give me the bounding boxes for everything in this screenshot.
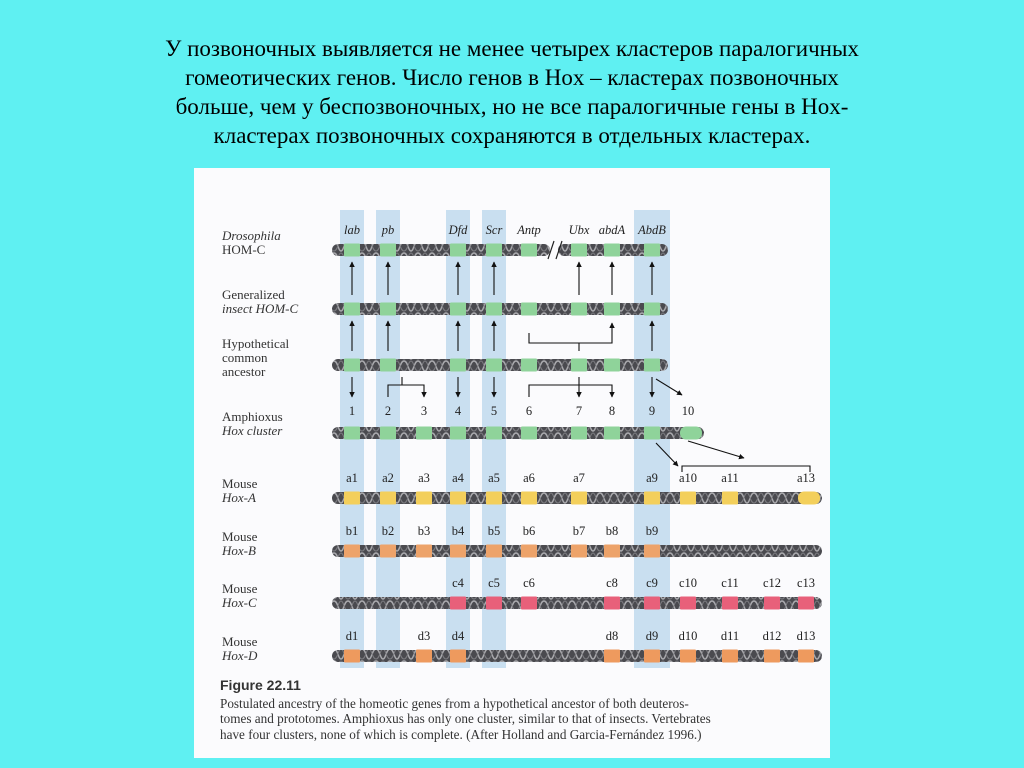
gene-box <box>416 492 432 505</box>
row-label-line: Hox-B <box>222 543 256 558</box>
gene-box <box>344 650 360 663</box>
gene-label: b2 <box>381 524 395 538</box>
gene-box <box>604 650 620 663</box>
gene-box <box>644 650 660 663</box>
chromosome-row <box>221 629 822 663</box>
gene-label: a5 <box>488 471 500 485</box>
gene-label: lab <box>344 223 360 237</box>
slide-text-line: больше, чем у беспозвоночных, но не все паралогичные гены в Hox- <box>175 94 849 119</box>
gene-box <box>450 359 466 372</box>
gene-label: b6 <box>522 524 536 538</box>
gene-label: a10 <box>678 471 698 485</box>
gene-box <box>521 597 537 610</box>
chromosome-bar <box>332 244 550 256</box>
gene-box <box>380 427 396 440</box>
chromosome-row <box>221 223 668 259</box>
gene-label: d4 <box>451 629 465 643</box>
gene-label: b3 <box>417 524 431 538</box>
gene-box <box>344 492 360 505</box>
gene-box <box>450 492 466 505</box>
gene-box <box>604 597 620 610</box>
chromosome-row <box>222 287 668 316</box>
gene-label: pb <box>381 223 395 237</box>
gene-box <box>450 545 466 558</box>
gene-box <box>604 545 620 558</box>
row-label-line: Mouse <box>222 581 258 596</box>
row-label-line: Hox cluster <box>222 423 283 438</box>
gene-box <box>764 597 780 610</box>
gene-label: a2 <box>382 471 394 485</box>
row-label-line: Hox-A <box>222 490 256 505</box>
gene-box <box>521 303 537 316</box>
gene-box <box>380 492 396 505</box>
gene-label: c11 <box>721 576 739 590</box>
rows-layer <box>221 223 822 663</box>
slide-text-line: У позвоночных выявляется не менее четырех кластеров паралогичных <box>165 36 859 61</box>
gene-number-label: 6 <box>525 404 533 418</box>
gene-box <box>521 359 537 372</box>
row-label <box>221 581 258 610</box>
row-label-line: Mouse <box>222 529 258 544</box>
gene-label: d1 <box>345 629 359 643</box>
gene-label: a9 <box>646 471 658 485</box>
gene-box <box>604 359 620 372</box>
gene-label: c4 <box>452 576 464 590</box>
gene-box <box>380 303 396 316</box>
gene-label: a13 <box>796 471 816 485</box>
gene-label: Antp <box>517 223 541 237</box>
gene-label: b7 <box>572 524 586 538</box>
gene-box <box>344 303 360 316</box>
chromosome-row <box>221 576 822 610</box>
gene-box <box>344 359 360 372</box>
gene-label: b4 <box>451 524 465 538</box>
row-label <box>221 529 258 558</box>
gene-box <box>644 597 660 610</box>
gene-box <box>764 650 780 663</box>
gene-label: a4 <box>452 471 464 485</box>
gene-box <box>521 492 537 505</box>
gene-box <box>450 650 466 663</box>
gene-box <box>571 244 587 257</box>
caption-line: have four clusters, none of which is complete. (After Holland and Garcia-Fernández 1996.) <box>220 726 702 742</box>
gene-box <box>644 545 660 558</box>
gene-box <box>486 303 502 316</box>
gene-box <box>416 545 432 558</box>
gene-label: Dfd <box>448 223 468 237</box>
gene-label: c10 <box>678 576 698 590</box>
row-label <box>222 336 290 379</box>
gene-box <box>486 427 502 440</box>
gene-box <box>644 427 660 440</box>
gene-box <box>344 427 360 440</box>
gene-box <box>450 303 466 316</box>
row-label-line: HOM-C <box>222 242 266 257</box>
row-label-line: ancestor <box>222 364 266 379</box>
gene-label: b5 <box>487 524 501 538</box>
gene-box <box>571 492 587 505</box>
gene-label: Scr <box>485 223 503 237</box>
gene-box <box>521 545 537 558</box>
row-label-line: Generalized <box>222 287 285 302</box>
gene-label: c6 <box>523 576 535 590</box>
gene-box <box>604 427 620 440</box>
gene-box <box>571 545 587 558</box>
hox-diagram <box>194 168 830 678</box>
gene-box <box>798 597 814 610</box>
ancestry-arrow <box>529 385 612 397</box>
gene-box <box>380 545 396 558</box>
gene-box <box>644 244 660 257</box>
row-label-line: Hypothetical <box>222 336 290 351</box>
row-label <box>221 409 283 438</box>
gene-box <box>680 597 696 610</box>
gene-box <box>680 427 702 440</box>
gene-box <box>722 650 738 663</box>
gene-box <box>450 244 466 257</box>
chromosome-bar <box>332 597 822 609</box>
row-label-line: common <box>222 350 268 365</box>
gene-box <box>798 492 820 505</box>
gene-label: abdA <box>598 223 626 237</box>
row-label <box>221 228 281 257</box>
gene-number-label: 1 <box>348 404 356 418</box>
row-label-line: insect HOM-C <box>222 301 299 316</box>
gene-label: c9 <box>646 576 658 590</box>
chromosome-bar <box>332 650 822 662</box>
gene-box <box>644 303 660 316</box>
row-label-line: Drosophila <box>222 228 281 243</box>
gene-box <box>486 545 502 558</box>
gene-label: d11 <box>720 629 740 643</box>
gene-box <box>486 244 502 257</box>
row-label-line: Hox-D <box>222 648 258 663</box>
gene-number-label: 10 <box>681 404 695 418</box>
gene-box <box>344 244 360 257</box>
row-label-line: Mouse <box>222 476 258 491</box>
gene-box <box>680 650 696 663</box>
gene-box <box>604 303 620 316</box>
chromosome-row <box>221 524 822 558</box>
gene-number-label: 3 <box>420 404 428 418</box>
gene-label: a1 <box>346 471 358 485</box>
gene-box <box>450 597 466 610</box>
row-label-line: Mouse <box>222 634 258 649</box>
gene-label: d10 <box>678 629 698 643</box>
gene-box <box>644 492 660 505</box>
gene-number-label: 5 <box>490 404 498 418</box>
gene-box <box>380 359 396 372</box>
figure-number: Figure 22.11 <box>220 677 301 693</box>
gene-label: AbdB <box>638 223 666 237</box>
gene-box <box>486 359 502 372</box>
gene-box <box>571 359 587 372</box>
gene-number-label: 8 <box>608 404 616 418</box>
gene-box <box>450 427 466 440</box>
ancestry-arrow <box>688 441 744 458</box>
gene-number-label: 4 <box>454 404 462 418</box>
figure-caption <box>220 678 820 742</box>
gene-number-label: 2 <box>384 404 392 418</box>
gene-box <box>571 303 587 316</box>
gene-label: d8 <box>605 629 619 643</box>
gene-box <box>644 359 660 372</box>
row-label <box>222 287 299 316</box>
slide-text <box>40 34 984 150</box>
caption-line: tomes and prototomes. Amphioxus has only one cluster, similar to that of insects. Vertebrates <box>220 711 711 726</box>
gene-label: a3 <box>418 471 430 485</box>
gene-label: b8 <box>605 524 619 538</box>
row-label-line: Amphioxus <box>222 409 283 424</box>
slide-text-line: гомеотических генов. Число генов в Hox – кластерах позвоночных <box>185 65 839 90</box>
gene-box <box>798 650 814 663</box>
gene-box <box>416 427 432 440</box>
gene-label: Ubx <box>568 223 590 237</box>
gene-label: d9 <box>645 629 659 643</box>
caption-line: Postulated ancestry of the homeotic genes from a hypothetical ancestor of both deuteros- <box>220 695 689 711</box>
gene-box <box>344 545 360 558</box>
row-label-line: Hox-C <box>222 595 257 610</box>
gene-label: d13 <box>796 629 816 643</box>
gene-number-label: 7 <box>575 404 583 418</box>
gene-number-label: 9 <box>648 404 656 418</box>
gene-box <box>486 597 502 610</box>
gene-box <box>604 244 620 257</box>
gene-label: d3 <box>417 629 431 643</box>
gene-label: a7 <box>573 471 585 485</box>
ancestry-arrow <box>529 323 612 343</box>
gene-box <box>380 244 396 257</box>
gene-label: b1 <box>345 524 359 538</box>
chromosome-row <box>221 471 822 505</box>
gene-label: a11 <box>721 471 739 485</box>
gene-box <box>571 427 587 440</box>
gene-box <box>486 492 502 505</box>
gene-label: c8 <box>606 576 618 590</box>
ancestry-arrow <box>682 466 810 472</box>
slide-text-line: кластерах позвоночных сохраняются в отдельных кластерах. <box>213 123 811 148</box>
gene-label: c12 <box>762 576 782 590</box>
gene-label: c13 <box>796 576 816 590</box>
row-label <box>221 634 258 663</box>
gene-box <box>521 427 537 440</box>
gene-box <box>722 492 738 505</box>
gene-box <box>416 650 432 663</box>
row-label <box>221 476 258 505</box>
gene-box <box>521 244 537 257</box>
hox-cluster-figure <box>194 168 830 758</box>
gene-label: c5 <box>488 576 500 590</box>
gene-box <box>680 492 696 505</box>
gene-label: a6 <box>523 471 535 485</box>
gene-label: b9 <box>645 524 659 538</box>
gene-label: d12 <box>762 629 782 643</box>
gene-box <box>722 597 738 610</box>
